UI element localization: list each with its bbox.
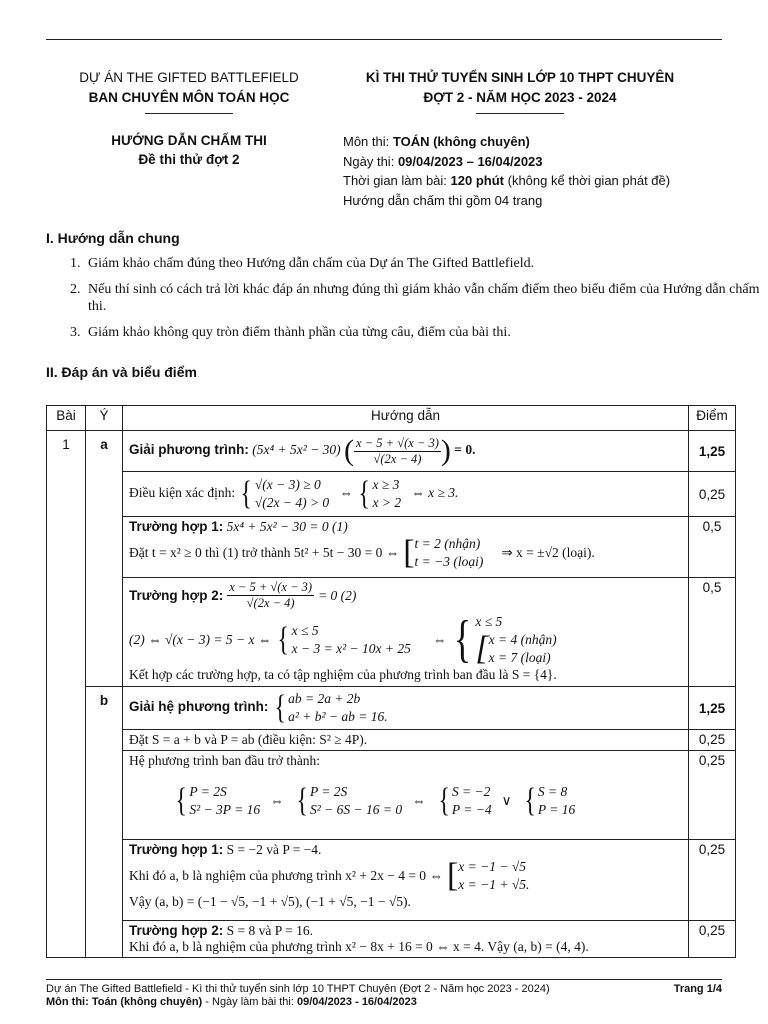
system-row: √(2x − 4) > 0 xyxy=(254,495,330,510)
brace-icon: { xyxy=(277,621,290,658)
points: 0,25 xyxy=(689,921,736,958)
system-row: x = −1 + √5. xyxy=(458,877,530,892)
section1-title: I. Hướng dẫn chung xyxy=(46,230,180,246)
case1-a xyxy=(123,517,689,578)
guide-title: HƯỚNG DẪN CHẤM THI xyxy=(111,133,267,148)
answer-table xyxy=(46,405,736,958)
case-equation: 5x⁴ + 5x² − 30 = 0 (1) xyxy=(226,519,348,534)
case2-b xyxy=(123,921,689,958)
exam-title-line2: ĐỢT 2 - NĂM HỌC 2023 - 2024 xyxy=(423,90,617,105)
footer-line1: Dự án The Gifted Battlefield - Kì thi thử tuyển sinh lớp 10 THPT Chuyên (Đợt 2 - Năm học 2023 - 2024) xyxy=(46,983,550,995)
system-row: ab = 2a + 2b xyxy=(288,691,361,706)
table-row xyxy=(47,921,736,958)
system-row: t = −3 (loại) xyxy=(414,554,484,569)
brace-icon: { xyxy=(274,689,286,726)
footer-date-label: - Ngày làm bài thi: xyxy=(202,996,297,1008)
footer-rule xyxy=(46,979,722,980)
table-row xyxy=(47,517,736,578)
system-row: P = 2S xyxy=(189,784,227,799)
col-guide: Hướng dẫn xyxy=(123,406,689,431)
points: 0,5 xyxy=(689,517,736,578)
table-header-row xyxy=(47,406,736,431)
system-row: x − 3 = x² − 10x + 25 xyxy=(291,641,411,656)
bracket-icon: [ xyxy=(446,857,459,894)
fraction-numerator: x − 5 + √(x − 3) xyxy=(356,435,439,450)
case-equation: = 0 (2) xyxy=(318,587,357,603)
date-row xyxy=(343,152,670,172)
case-conclusion: Kết hợp các trường hợp, ta có tập nghiệm của phương trình ban đầu là S = {4}. xyxy=(129,667,557,682)
right-paren: ) xyxy=(440,434,451,467)
transformed-label: Hệ phương trình ban đầu trở thành: xyxy=(129,753,321,768)
case-substitution: Đặt t = x² ≥ 0 thì (1) trở thành 5t² + 5t − 30 = 0 ⇔ xyxy=(129,545,400,560)
domain-system xyxy=(238,476,329,512)
system-row: t = 2 (nhận) xyxy=(414,536,481,551)
exam-underline xyxy=(476,113,564,114)
case-transform: (2) ⇔ √(x − 3) = 5 − x ⇔ xyxy=(129,632,272,647)
problem-a-rhs: = 0. xyxy=(454,442,476,458)
brace-icon: { xyxy=(438,782,450,819)
case-system xyxy=(275,622,411,658)
bracket-icon: [ xyxy=(475,630,489,667)
bai-number: 1 xyxy=(47,431,86,958)
col-bai: Bài xyxy=(47,406,86,431)
case-condition: S = 8 và P = 16. xyxy=(226,923,313,938)
table-row xyxy=(47,578,736,687)
brace-icon: { xyxy=(454,611,472,668)
system-step2 xyxy=(294,783,402,819)
guideline-item: 1. Giám khảo chấm đúng theo Hướng dẫn chấm của Dự án The Gifted Battlefield. xyxy=(84,255,764,272)
exam-title-line1: KÌ THI THỬ TUYỂN SINH LỚP 10 THPT CHUYÊN xyxy=(365,70,675,85)
case-label: Trường hợp 2: xyxy=(129,923,224,938)
brace-icon: { xyxy=(358,475,371,512)
table-row xyxy=(47,730,736,751)
substitution-step: Đặt S = a + b và P = ab (điều kiện: S² ≥ 4P). xyxy=(123,730,689,751)
system-row: x > 2 xyxy=(372,495,402,510)
time-note: (không kể thời gian phát đề) xyxy=(507,173,671,188)
case-solution xyxy=(450,613,556,667)
date-label: Ngày thi: xyxy=(343,153,395,169)
system-row: S = 8 xyxy=(537,784,568,799)
case-label: Trường hợp 1: xyxy=(129,519,224,534)
guideline-item: 3. Giám khảo không quy tròn điểm thành phần của từng câu, điểm của bài thi. xyxy=(84,324,764,341)
system-step3 xyxy=(436,783,492,819)
fraction-denominator: √(2x − 4) xyxy=(246,596,295,610)
problem-b-system xyxy=(272,690,388,726)
left-paren: ( xyxy=(344,434,355,467)
system-row: P = −4 xyxy=(451,802,492,817)
system-row: P = 2S xyxy=(309,784,348,799)
system-row: x = −1 − √5 xyxy=(458,859,526,874)
problem-a-lhs: (5x⁴ + 5x² − 30) xyxy=(252,442,341,458)
system-row: S = −2 xyxy=(451,784,491,799)
case-conclusion: Vậy (a, b) = (−1 − √5, −1 + √5), (−1 + √5, −1 − √5). xyxy=(129,894,411,909)
organization-header xyxy=(46,68,332,114)
footer-date: 09/04/2023 - 16/04/2023 xyxy=(296,996,417,1008)
subject-value: TOÁN (không chuyên) xyxy=(392,134,530,149)
case-result: ⇒ x = ±√2 (loại). xyxy=(501,545,595,560)
points: 0,5 xyxy=(689,578,736,687)
problem-a-label: Giải phương trình: xyxy=(129,442,249,458)
subject-row xyxy=(343,132,670,152)
problem-b-statement xyxy=(123,687,689,730)
domain-system-2 xyxy=(356,476,401,512)
system-row: S² − 6S − 16 = 0 xyxy=(309,802,403,817)
time-label: Thời gian làm bài: xyxy=(343,173,447,188)
points: 0,25 xyxy=(689,472,736,517)
guideline-item: 2. Nếu thí sinh có cách trả lời khác đáp án nhưng đúng thì giám khảo vẫn chấm điểm theo biểu điểm của Hướng dẫn chấm thi. xyxy=(84,281,764,315)
time-value: 120 phút xyxy=(450,173,504,188)
points: 0,25 xyxy=(689,751,736,840)
exam-header xyxy=(342,68,698,114)
case-roots xyxy=(447,858,529,894)
subject-label: Môn thi: xyxy=(343,134,390,149)
footer-line2 xyxy=(46,996,417,1008)
footer-subject: Môn thi: Toán (không chuyên) xyxy=(46,996,203,1008)
col-y: Ý xyxy=(86,406,123,431)
system-row: √(x − 3) ≥ 0 xyxy=(254,477,321,492)
system-row: x = 4 (nhận) xyxy=(488,632,557,647)
table-row xyxy=(47,751,736,840)
system-row: S² − 3P = 16 xyxy=(189,802,261,817)
time-row xyxy=(343,171,670,191)
problem-a-statement xyxy=(123,431,689,472)
points: 0,25 xyxy=(689,730,736,751)
table-row xyxy=(47,840,736,921)
guide-title-block xyxy=(46,131,332,169)
points: 1,25 xyxy=(689,687,736,730)
domain-condition: Điều kiện xác định: { √(x − 3) ≥ 0 √(2x − 4) > 0 ⇔ { x ≥ 3 x > 2 ⇔ x ≥ 3. xyxy=(123,472,689,517)
case-equation: Khi đó a, b là nghiệm của phương trình x² + 2x − 4 = 0 ⇔ xyxy=(129,868,443,883)
brace-icon: { xyxy=(240,475,253,512)
section2-title: II. Đáp án và biểu điểm xyxy=(46,364,197,380)
org-underline xyxy=(145,113,233,114)
system-row: x = 7 (loại) xyxy=(488,650,551,665)
table-row xyxy=(47,687,736,730)
table-row xyxy=(47,472,736,517)
case-conclusion: Khi đó a, b là nghiệm của phương trình x² − 8x + 16 = 0 ⇔ x = 4. Vậy (a, b) = (4, 4). xyxy=(129,939,589,954)
system-step4 xyxy=(522,783,576,819)
system-row: x ≤ 5 xyxy=(291,623,319,638)
domain-result: ⇔ x ≥ 3. xyxy=(411,485,459,501)
brace-icon: { xyxy=(175,782,187,819)
transformed-system: Hệ phương trình ban đầu trở thành: { P = 2S S² − 3P = 16 ⇔ { P = 2S S² − 6S − 16 = 0 ⇔ { S = −2 P = −4 ∨ { S = 8 P = 16 xyxy=(123,751,689,840)
date-value: 09/04/2023 – 16/04/2023 xyxy=(397,153,543,169)
brace-icon: { xyxy=(296,782,308,819)
pages-note: Hướng dẫn chấm thi gồm 04 trang xyxy=(343,192,543,208)
exam-info xyxy=(343,132,670,210)
case2-a: Trường hợp 2: $\frac{x - 5 + √(x - 3)}{√(2x - 4)}$ = 0 (2) (2) ⇔ √(x − 3) = 5 − x ⇔ { x ≤ 5 x − 3 = x² − 10x + 25 ⇔ { x ≤ 5 [ x = 4 (nhận) x = 7 (loại) Kết hợp các trường hợp, ta có tập nghiệm của phương trình ban đầu là S = {4}. xyxy=(123,578,689,687)
case-condition: S = −2 và P = −4. xyxy=(226,842,322,857)
org-line1: DỰ ÁN THE GIFTED BATTLEFIELD xyxy=(79,70,299,85)
case-label: Trường hợp 1: xyxy=(129,842,224,857)
case-roots xyxy=(403,535,483,571)
fraction-denominator: √(2x − 4) xyxy=(373,451,422,466)
top-rule xyxy=(46,39,722,40)
problem-a-fraction xyxy=(354,436,441,467)
page-number: Trang 1/4 xyxy=(673,983,722,995)
case-fraction xyxy=(227,580,314,611)
system-row: x ≥ 3 xyxy=(372,477,400,492)
problem-b-label: Giải hệ phương trình: xyxy=(129,699,269,715)
system-step1 xyxy=(173,783,260,819)
system-row: x ≤ 5 xyxy=(475,614,503,629)
system-row: a² + b² − ab = 16. xyxy=(288,709,388,724)
case-label: Trường hợp 2: xyxy=(129,588,224,603)
fraction-numerator: x − 5 + √(x − 3) xyxy=(229,580,313,594)
y-label-b: b xyxy=(86,687,123,958)
col-diem: Điểm xyxy=(689,406,736,431)
brace-icon: { xyxy=(523,782,536,819)
points: 1,25 xyxy=(689,431,736,472)
bracket-icon: [ xyxy=(403,534,415,571)
guide-subtitle: Đề thi thử đợt 2 xyxy=(138,152,240,167)
system-row: P = 16 xyxy=(537,802,576,817)
case1-b xyxy=(123,840,689,921)
y-label-a: a xyxy=(86,431,123,687)
org-line2: BAN CHUYÊN MÔN TOÁN HỌC xyxy=(88,90,290,105)
domain-label: Điều kiện xác định: xyxy=(129,485,236,501)
points: 0,25 xyxy=(689,840,736,921)
table-row xyxy=(47,431,736,472)
general-guidelines xyxy=(46,255,764,350)
